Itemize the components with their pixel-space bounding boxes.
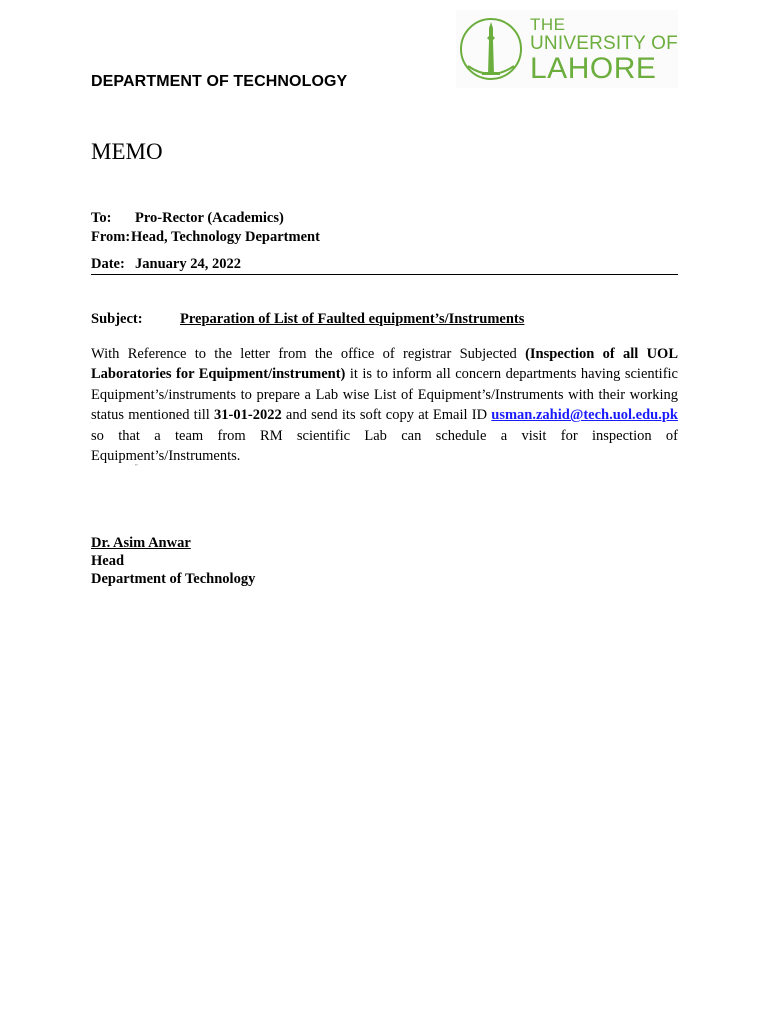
body-text-1: With Reference to the letter from the office of registrar Subjected [91, 346, 526, 362]
logo-line-university: UNIVERSITY OF [530, 33, 678, 54]
from-row [91, 229, 320, 246]
subject-label: Subject: [91, 311, 143, 327]
subject-text: Preparation of List of Faulted equipment’s/Instruments [180, 311, 525, 327]
header-divider [91, 274, 678, 275]
body-bold-deadline: 31-01-2022 [214, 407, 282, 424]
from-label: From: [91, 229, 131, 245]
email-link[interactable]: usman.zahid@tech.uol.edu.pk [491, 407, 678, 424]
memo-body [91, 344, 678, 466]
signatory-department: Department of Technology [91, 571, 256, 587]
date-row [91, 256, 241, 273]
body-text-4: so that a team from RM scientific Lab can schedule a visit for inspection of Equipment’s/Instruments. [91, 427, 678, 465]
to-value: Pro-Rector (Academics) [135, 210, 284, 226]
signatory-title: Head [91, 553, 125, 569]
body-text-2: it is to inform all concern departments having scientific Equipment’s/instruments to prepare a Lab wise List of Equipment’s/Instruments with their working status mentioned till [91, 366, 678, 424]
logo-wordmark [530, 16, 678, 84]
to-row [91, 210, 284, 227]
date-value: January 24, 2022 [135, 256, 241, 272]
date-label: Date: [91, 256, 125, 272]
minar-tower-emblem-icon [458, 16, 524, 82]
memo-title: MEMO [91, 139, 163, 164]
university-logo [456, 10, 678, 88]
logo-line-lahore: LAHORE [530, 52, 657, 85]
logo-line-the: THE [530, 15, 566, 34]
body-text-3: and send its soft copy at Email ID [281, 407, 492, 424]
body-bold-inspection: (Inspection of all UOL Laboratories for Equipment/instrument) [91, 346, 678, 383]
to-label: To: [91, 210, 112, 226]
signatory-name: Dr. Asim Anwar [91, 535, 191, 551]
subject-row [91, 311, 525, 328]
stray-mark: ˝ [135, 463, 138, 472]
from-value: Head, Technology Department [131, 229, 320, 245]
department-heading: DEPARTMENT OF TECHNOLOGY [91, 73, 348, 90]
